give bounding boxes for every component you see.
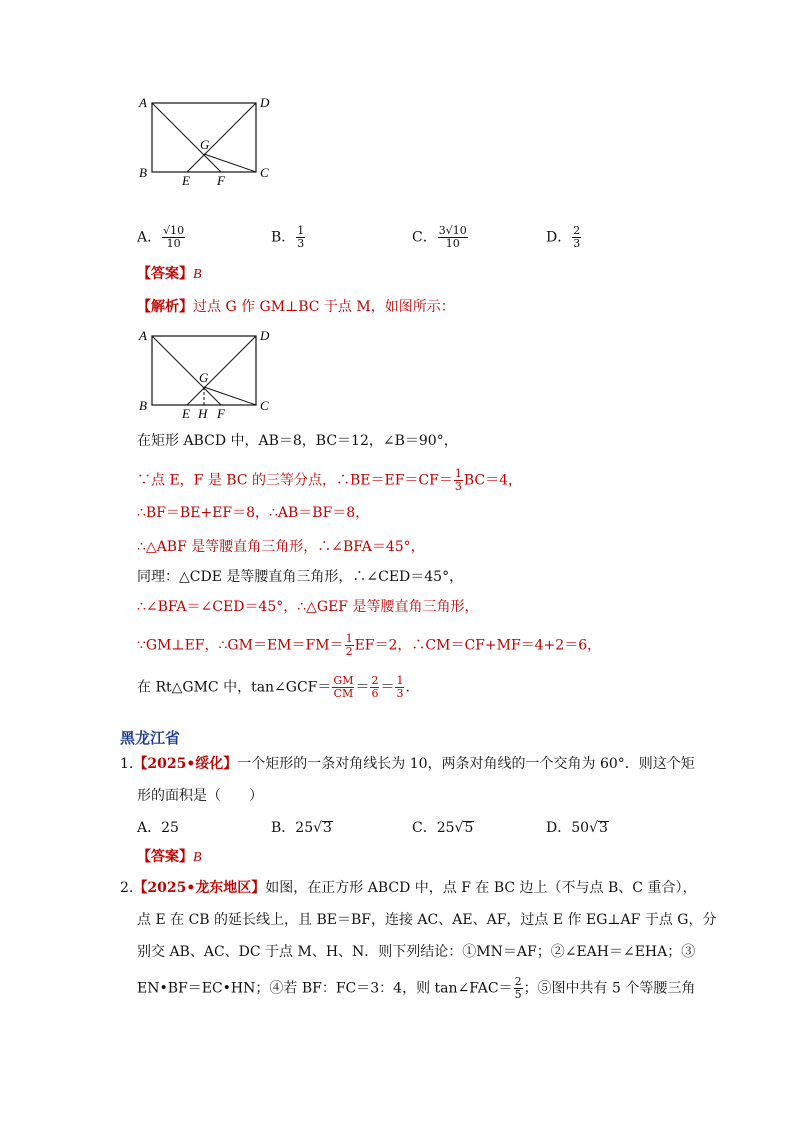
- fig1-label-d: D: [260, 95, 270, 110]
- step-text: EF＝2，∴CM＝CF+MF＝4+2＝6，: [354, 637, 602, 654]
- question-text: 如图，在正方形 ABCD 中，点 F 在 BC 边上（不与点 B、C 重合），: [265, 880, 697, 896]
- q0-option-a: [137, 225, 186, 250]
- q0-step-6: [137, 597, 478, 617]
- q2-line-3: [137, 942, 695, 962]
- q0-step-1: [137, 431, 458, 451]
- answer-value: B: [193, 267, 202, 282]
- option-letter: A．: [137, 229, 162, 246]
- question-text: 点 E 在 CB 的延长线上，且 BE＝BF，连接 AC、AE、AF，过点 E 作 EG⊥AF 于点 G，分: [137, 912, 717, 928]
- fig2-label-b: B: [139, 398, 147, 413]
- fig1-label-a: A: [139, 95, 147, 110]
- frac-num: 2: [371, 674, 379, 687]
- answer-tag: 【答案】: [137, 266, 193, 282]
- fig1-label-g: G: [200, 137, 210, 152]
- period: .: [405, 679, 410, 696]
- question-text: ；⑤图中共有 5 个等腰三角: [523, 980, 696, 997]
- frac-den: CM: [333, 687, 354, 700]
- frac-num: √10: [163, 224, 185, 237]
- q0-step-2: [137, 468, 522, 493]
- question-text: EN•BF＝EC•HN；④若 BF：FC＝3：4，则 tan∠FAC＝: [137, 980, 513, 997]
- figure-rectangle-1: [135, 92, 280, 190]
- option-value: 25: [161, 820, 179, 836]
- step-text: ∴BF＝BE+EF＝8，∴AB＝BF＝8，: [137, 505, 370, 521]
- option-value: 50: [571, 820, 590, 836]
- frac-num: 1: [396, 674, 404, 687]
- option-letter: C．: [412, 229, 437, 246]
- frac-num: 1: [454, 467, 462, 480]
- step-text: 在 Rt△GMC 中，tan∠GCF＝: [137, 679, 332, 696]
- fig1-label-f: F: [217, 173, 225, 188]
- option-letter: B．: [271, 229, 296, 246]
- frac-den: 3: [454, 480, 462, 493]
- frac-den: 2: [345, 645, 353, 658]
- option-value: 25: [295, 820, 314, 836]
- step-text: ∵GM⊥EF，∴GM＝EM＝FM＝: [137, 637, 344, 654]
- option-letter: A．: [137, 820, 162, 836]
- option-letter: B．: [271, 820, 296, 836]
- figure-rectangle-2: [135, 325, 280, 423]
- question-text: 别交 AB、AC、DC 于点 M、H、N．则下列结论：①MN＝AF；②∠EAH＝∠EHA；③: [137, 944, 696, 960]
- q0-step-8: [137, 675, 410, 700]
- q2-line-4: [137, 976, 695, 1001]
- frac-num: 1: [297, 224, 305, 237]
- q1-line-1: [120, 754, 695, 774]
- fig2-label-a: A: [139, 328, 147, 343]
- frac-den: 3: [573, 237, 581, 250]
- frac-den: 3: [297, 237, 305, 250]
- answer-tag: 【答案】: [137, 849, 193, 865]
- frac-den: 5: [514, 988, 522, 1001]
- q0-option-b: [271, 225, 306, 250]
- analysis-tag: 【解析】: [137, 299, 193, 315]
- question-number: 2.: [120, 880, 134, 896]
- q1-line-2: [137, 786, 263, 806]
- q1-answer: [137, 847, 202, 868]
- fig1-label-b: B: [139, 165, 147, 180]
- question-text: 一个矩形的一条对角线长为 10，两条对角线的一个交角为 60°．则这个矩: [237, 756, 695, 772]
- q0-step-5: [137, 567, 463, 587]
- fig2-label-h: H: [198, 406, 208, 421]
- frac-den: 6: [371, 687, 379, 700]
- option-letter: C．: [412, 820, 437, 836]
- q0-analysis-intro: [137, 297, 455, 317]
- step-text: BC＝4，: [463, 472, 523, 489]
- fig2-label-e: E: [182, 406, 190, 421]
- q1-option-b: B．25√3: [271, 820, 332, 836]
- q2-line-2: [137, 910, 716, 930]
- q1-option-d: D．50√3: [546, 820, 608, 836]
- fig2-label-f: F: [217, 406, 225, 421]
- step-text: 在矩形 ABCD 中，AB＝8，BC＝12，∠B＝90°，: [137, 433, 458, 449]
- answer-value: B: [193, 850, 202, 865]
- step-text: ∵点 E，F 是 BC 的三等分点，∴BE＝EF＝CF＝: [137, 472, 453, 489]
- frac-num: 1: [345, 632, 353, 645]
- q1-option-c: C．25√5: [412, 820, 474, 836]
- fig2-label-g: G: [199, 370, 209, 385]
- frac-num: 2: [514, 975, 522, 988]
- q0-step-4: [137, 537, 425, 557]
- section-title: 黑龙江省: [120, 729, 181, 747]
- q0-option-d: [546, 225, 582, 250]
- question-text: 形的面积是（ ）: [137, 788, 263, 804]
- q0-step-7: [137, 633, 601, 658]
- step-text: ∴△ABF 是等腰直角三角形，∴∠BFA＝45°，: [137, 539, 425, 555]
- frac-den: 10: [166, 237, 181, 250]
- q0-answer: [137, 264, 202, 285]
- fig1-label-c: C: [260, 165, 269, 180]
- frac-den: 10: [445, 237, 460, 250]
- frac-num: 3√10: [438, 224, 467, 237]
- q2-line-1: [120, 878, 696, 898]
- equals-sign: ＝: [380, 679, 395, 696]
- analysis-text: 过点 G 作 GM⊥BC 于点 M，如图所示：: [193, 299, 455, 315]
- fig1-label-e: E: [182, 173, 190, 188]
- frac-den: 3: [396, 687, 404, 700]
- q0-option-c: [412, 225, 469, 250]
- equals-sign: ＝: [355, 679, 370, 696]
- fig2-label-c: C: [260, 398, 269, 413]
- step-text: ∴∠BFA＝∠CED＝45°，∴△GEF 是等腰直角三角形，: [137, 599, 479, 615]
- q0-step-3: [137, 503, 369, 523]
- question-source: 【2025•龙东地区】: [133, 880, 266, 896]
- sqrt-radicand: 3: [323, 820, 332, 836]
- sqrt-radicand: 5: [464, 820, 474, 836]
- question-source: 【2025•绥化】: [133, 756, 238, 772]
- option-letter: D．: [546, 229, 572, 246]
- question-number: 1.: [120, 756, 134, 772]
- q1-option-a: [137, 817, 179, 837]
- option-value: 25: [436, 820, 455, 836]
- frac-num: 2: [573, 224, 581, 237]
- fig2-label-d: D: [260, 328, 270, 343]
- option-letter: D．: [546, 820, 572, 836]
- frac-num: GM: [333, 674, 354, 687]
- sqrt-radicand: 3: [598, 820, 608, 836]
- step-text: 同理：△CDE 是等腰直角三角形，∴∠CED＝45°，: [137, 569, 464, 585]
